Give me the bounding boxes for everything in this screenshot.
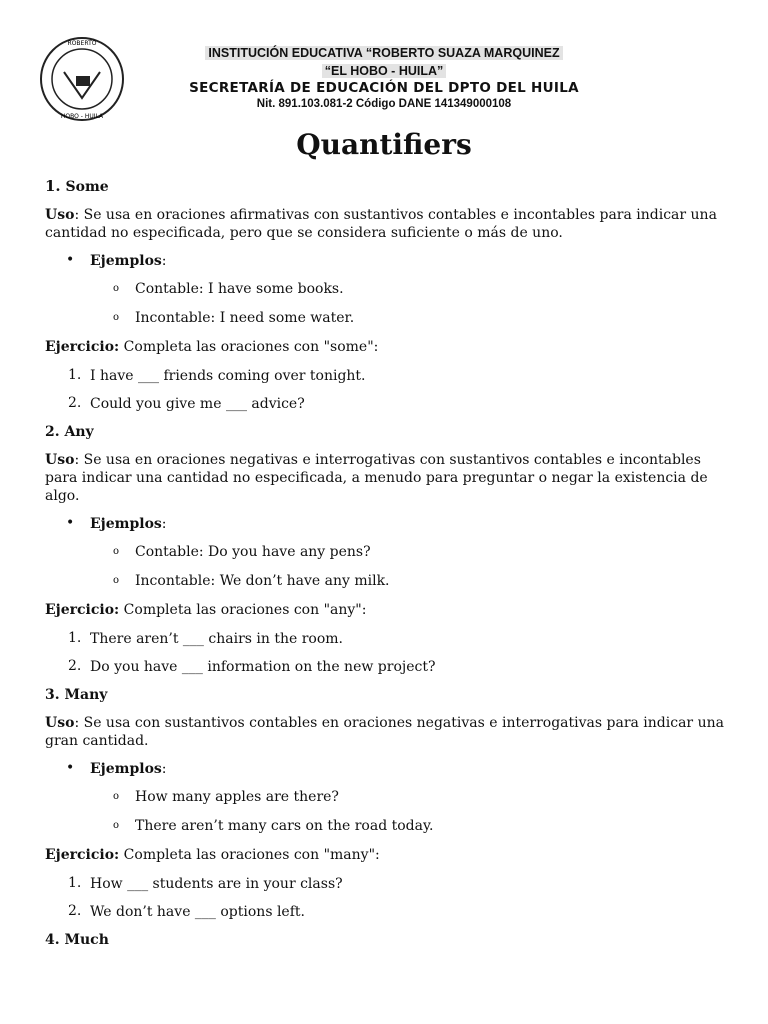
- item-number: 2.: [68, 658, 82, 674]
- circle-bullet-icon: o: [113, 575, 120, 586]
- school-logo: [38, 32, 126, 128]
- section-heading: 1. Some: [45, 177, 109, 195]
- logo-text-top: ROBERTO: [67, 40, 97, 47]
- logo-text-bottom: HOBO - HUILA: [60, 113, 104, 120]
- example-item: Incontable: I need some water.: [135, 310, 355, 326]
- circle-bullet-icon: o: [113, 791, 120, 802]
- usage-paragraph: Uso: Se usa con sustantivos contables en oraciones negativas e interrogativas para indicar una gran cantidad.: [45, 715, 724, 749]
- usage-paragraph: Uso: Se usa en oraciones afirmativas con sustantivos contables e incontables para indicar una cantidad no especificada, pero que se considera suficiente o más de uno.: [45, 207, 717, 241]
- item-number: 2.: [68, 395, 82, 411]
- bullet-icon: •: [66, 760, 75, 776]
- section-heading: 3. Many: [45, 687, 108, 703]
- page-title: Quantifiers: [296, 128, 472, 161]
- institution-name: INSTITUCIÓN EDUCATIVA “ROBERTO SUAZA MARQUINEZ: [150, 46, 618, 60]
- bullet-icon: •: [66, 515, 75, 531]
- example-item: Contable: Do you have any pens?: [135, 544, 371, 560]
- example-item: How many apples are there?: [135, 789, 339, 805]
- item-number: 1.: [68, 630, 82, 646]
- example-item: Contable: I have some books.: [135, 281, 344, 297]
- institution-location: “EL HOBO - HUILA”: [150, 64, 618, 78]
- examples-label: Ejemplos:: [90, 761, 167, 777]
- section-heading: 4. Much: [45, 932, 109, 948]
- circle-bullet-icon: o: [113, 312, 120, 323]
- exercise-instruction: Ejercicio: Completa las oraciones con "any":: [45, 602, 367, 618]
- institution-ids: Nit. 891.103.081-2 Código DANE 141349000108: [256, 98, 512, 110]
- exercise-item: There aren’t ___ chairs in the room.: [90, 631, 343, 647]
- circle-bullet-icon: o: [113, 820, 120, 831]
- circle-bullet-icon: o: [113, 546, 120, 557]
- exercise-instruction: Ejercicio: Completa las oraciones con "many":: [45, 847, 380, 863]
- examples-label: Ejemplos:: [90, 516, 167, 532]
- exercise-item: Do you have ___ information on the new project?: [90, 659, 436, 675]
- example-item: There aren’t many cars on the road today.: [135, 818, 434, 834]
- item-number: 1.: [68, 875, 82, 891]
- examples-label: Ejemplos:: [90, 253, 167, 269]
- bullet-icon: •: [66, 252, 75, 268]
- exercise-item: We don’t have ___ options left.: [90, 904, 305, 920]
- item-number: 1.: [68, 367, 82, 383]
- exercise-item: I have ___ friends coming over tonight.: [90, 368, 366, 384]
- section-heading: 2. Any: [45, 424, 94, 440]
- circle-bullet-icon: o: [113, 283, 120, 294]
- item-number: 2.: [68, 903, 82, 919]
- example-item: Incontable: We don’t have any milk.: [135, 573, 390, 589]
- exercise-item: How ___ students are in your class?: [90, 876, 343, 892]
- exercise-instruction: Ejercicio: Completa las oraciones con "some":: [45, 339, 379, 355]
- secretariat: SECRETARÍA DE EDUCACIÓN DEL DPTO DEL HUILA: [189, 80, 579, 96]
- usage-paragraph: Uso: Se usa en oraciones negativas e interrogativas con sustantivos contables e incontables para indicar una cantidad no especificada, a menudo para preguntar o negar la existencia de algo.: [45, 452, 708, 504]
- exercise-item: Could you give me ___ advice?: [90, 396, 305, 412]
